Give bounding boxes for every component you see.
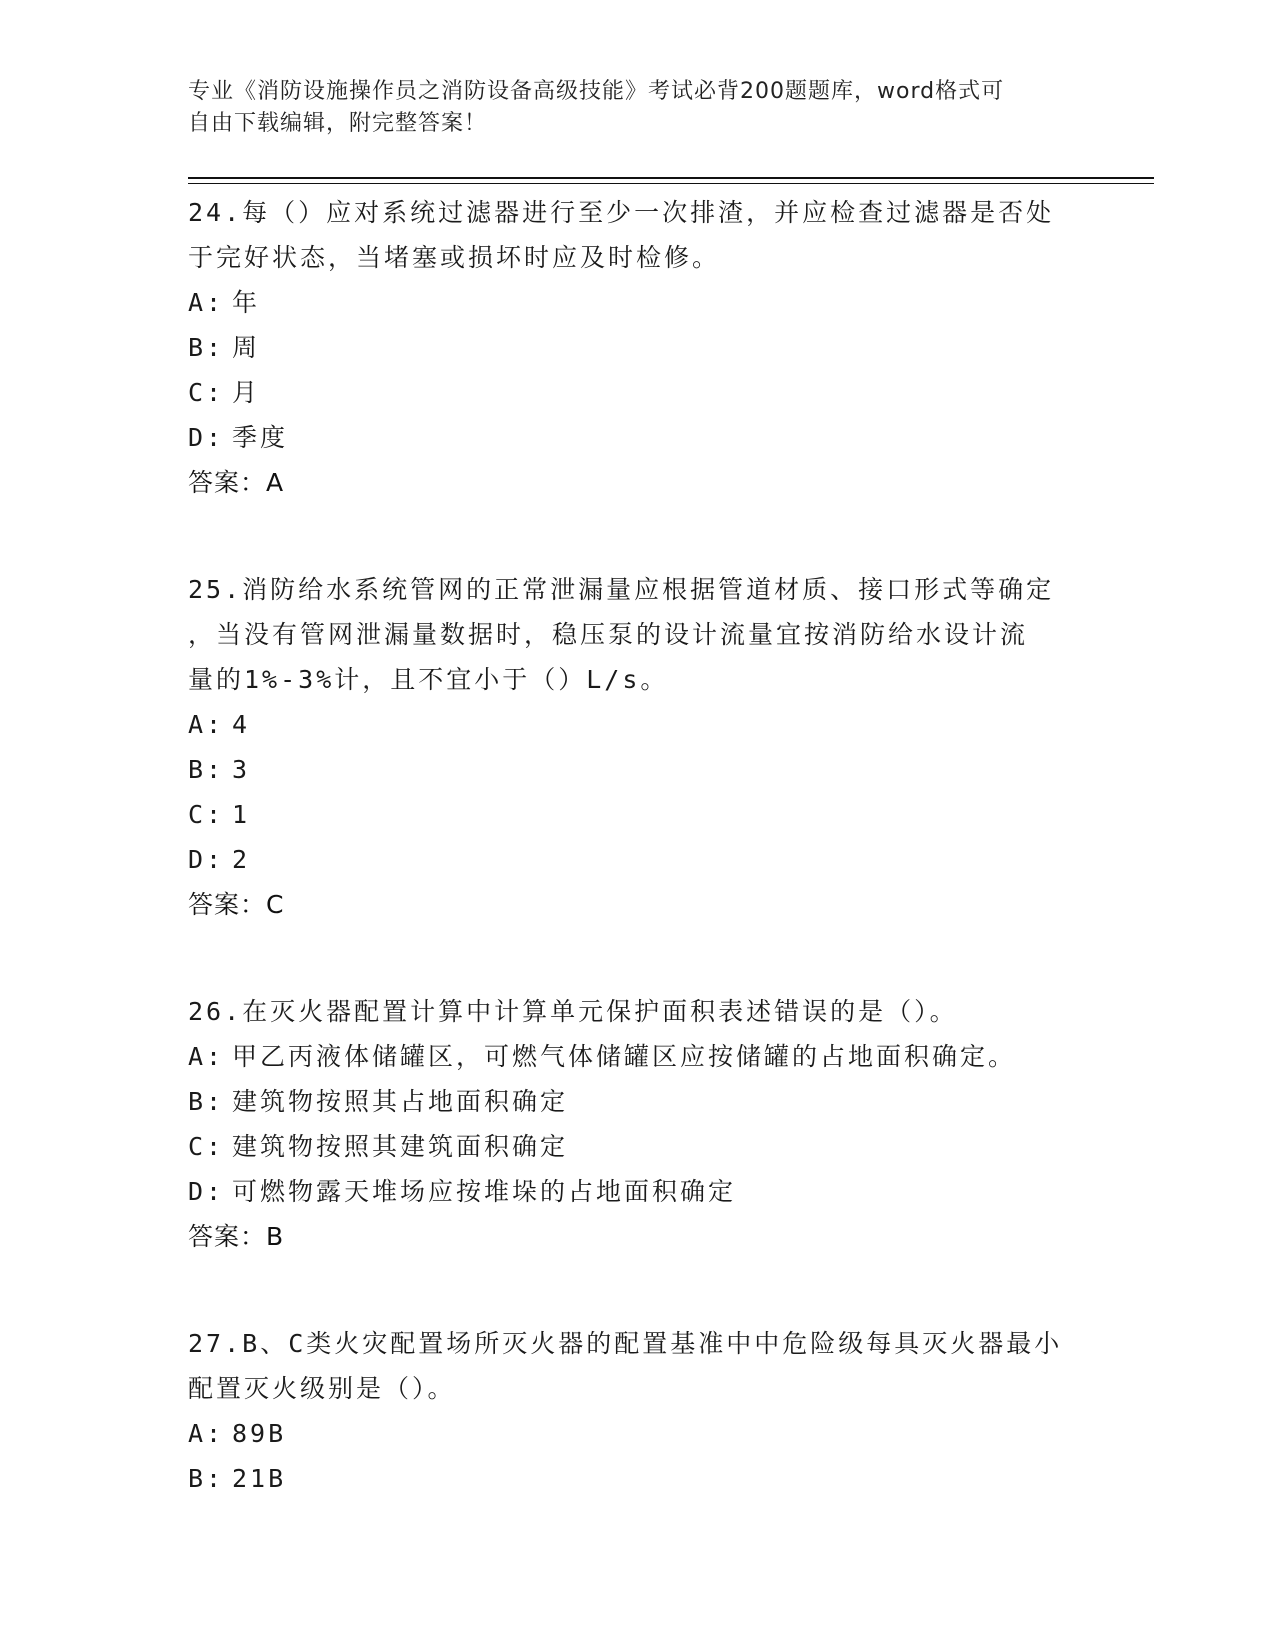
option-d [188,837,1088,882]
option-d [188,415,1088,460]
option-c [188,1124,1088,1169]
option-c [188,792,1088,837]
document-header [188,76,1068,140]
option-b [188,325,1088,370]
option-b [188,747,1088,792]
option-text: 89B [232,1419,287,1448]
option-key: B: [188,1087,225,1116]
option-key: B: [188,333,225,362]
option-key: B: [188,1464,225,1493]
stem-line: 配置灭火级别是（）。 [188,1374,456,1403]
option-key: A: [188,710,225,739]
option-key: B: [188,755,225,784]
option-key: A: [188,1419,225,1448]
option-key: A: [188,288,225,317]
option-text: 1 [232,800,251,829]
option-key: C: [188,800,225,829]
header-line-1: 专业《消防设施操作员之消防设备高级技能》考试必背200题题库，word格式可 [188,79,1005,104]
question-stem [188,1321,1088,1411]
answer-line: 答案：A [188,468,285,497]
stem-line: 24.每（）应对系统过滤器进行至少一次排渣，并应检查过滤器是否处 [188,198,1055,227]
stem-line: 于完好状态，当堵塞或损坏时应及时检修。 [188,243,721,272]
question-stem [188,989,1088,1034]
option-a [188,280,1088,325]
answer-line: 答案：B [188,1222,285,1251]
option-text: 建筑物按照其建筑面积确定 [232,1132,569,1161]
question-24 [188,190,1088,505]
stem-line: 26.在灭火器配置计算中计算单元保护面积表述错误的是（）。 [188,997,958,1026]
option-a [188,1411,1088,1456]
header-divider-thin [188,183,1154,184]
option-a [188,1034,1088,1079]
option-text: 2 [232,845,251,874]
option-text: 21B [232,1464,287,1493]
answer-line: 答案：C [188,890,285,919]
stem-line: 27.B、C类火灾配置场所灭火器的配置基准中中危险级每具灭火器最小 [188,1329,1063,1358]
option-key: D: [188,423,225,452]
option-b [188,1079,1088,1124]
option-text: 年 [232,288,261,317]
option-key: C: [188,378,225,407]
stem-line: 25.消防给水系统管网的正常泄漏量应根据管道材质、接口形式等确定 [188,575,1055,604]
option-text: 甲乙丙液体储罐区，可燃气体储罐区应按储罐的占地面积确定。 [232,1042,1017,1071]
option-key: A: [188,1042,225,1071]
question-spacer [188,1281,1088,1321]
question-27 [188,1321,1088,1501]
question-stem [188,190,1088,280]
option-a [188,702,1088,747]
option-text: 4 [232,710,251,739]
option-c [188,370,1088,415]
question-spacer [188,527,1088,567]
option-b [188,1456,1088,1501]
question-stem [188,567,1088,702]
stem-line: ，当没有管网泄漏量数据时，稳压泵的设计流量宜按消防给水设计流 [188,620,1029,649]
option-text: 季度 [232,423,289,452]
question-spacer [188,949,1088,989]
option-text: 建筑物按照其占地面积确定 [232,1087,569,1116]
question-list [188,190,1088,1523]
option-key: D: [188,1177,225,1206]
option-text: 3 [232,755,251,784]
question-25 [188,567,1088,927]
question-26 [188,989,1088,1259]
header-line-2: 自由下载编辑，附完整答案！ [188,111,488,136]
option-key: C: [188,1132,225,1161]
option-key: D: [188,845,225,874]
option-text: 周 [232,333,261,362]
option-text: 月 [232,378,261,407]
option-d [188,1169,1088,1214]
option-text: 可燃物露天堆场应按堆垛的占地面积确定 [232,1177,737,1206]
header-divider-thick [188,177,1154,179]
stem-line: 量的1%-3%计，且不宜小于（）L/s。 [188,665,669,694]
